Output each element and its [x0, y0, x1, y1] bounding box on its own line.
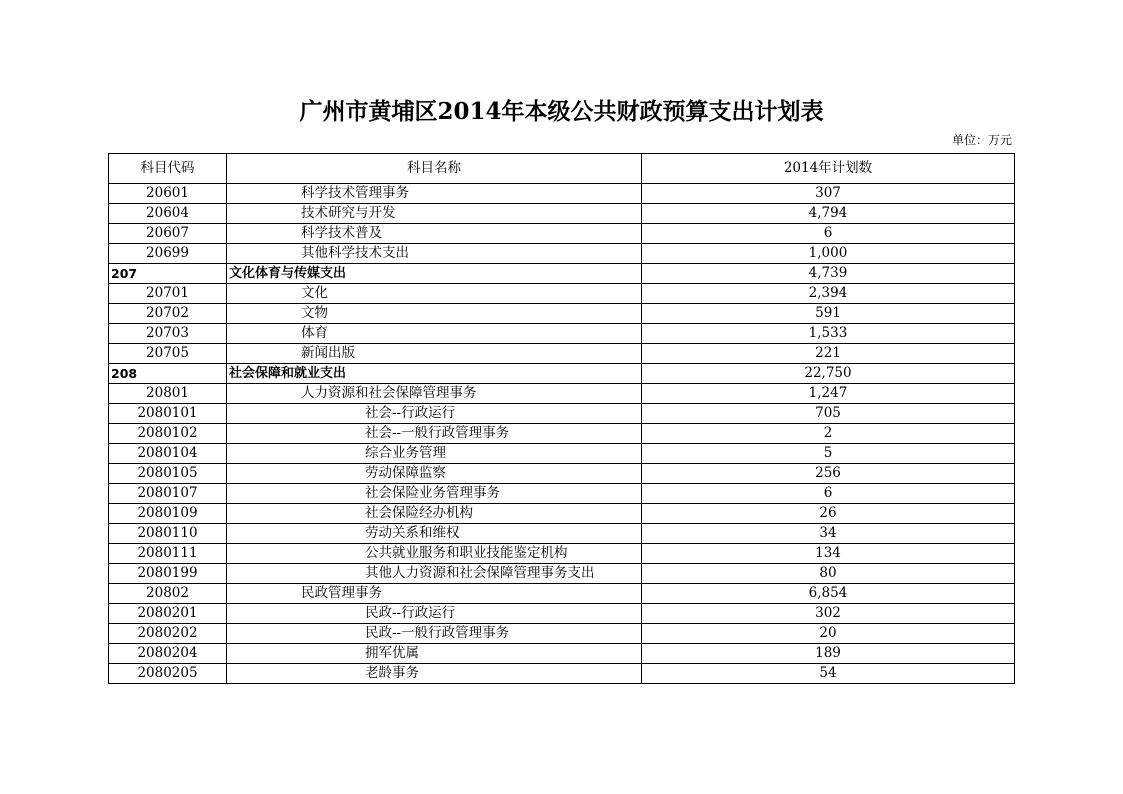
table-row — [109, 524, 1015, 544]
name-cell: 科学技术管理事务 — [227, 184, 642, 204]
name-cell: 社会保险业务管理事务 — [227, 484, 642, 504]
amount-cell: 1,000 — [642, 244, 1015, 264]
name-cell: 文化 — [227, 284, 642, 304]
code-cell: 2080101 — [109, 404, 227, 424]
name-cell: 民政--一般行政管理事务 — [227, 624, 642, 644]
amount-cell: 307 — [642, 184, 1015, 204]
amount-cell: 6 — [642, 484, 1015, 504]
amount-cell: 221 — [642, 344, 1015, 364]
name-cell: 劳动保障监察 — [227, 464, 642, 484]
amount-cell: 54 — [642, 664, 1015, 684]
table-row — [109, 424, 1015, 444]
code-cell: 2080204 — [109, 644, 227, 664]
amount-cell: 4,739 — [642, 264, 1015, 284]
code-cell: 2080205 — [109, 664, 227, 684]
amount-cell: 2,394 — [642, 284, 1015, 304]
code-cell: 2080105 — [109, 464, 227, 484]
amount-cell: 80 — [642, 564, 1015, 584]
amount-cell: 134 — [642, 544, 1015, 564]
code-cell: 20802 — [109, 584, 227, 604]
name-cell: 社会--一般行政管理事务 — [227, 424, 642, 444]
table-row — [109, 584, 1015, 604]
name-cell: 社会保险经办机构 — [227, 504, 642, 524]
table-row — [109, 484, 1015, 504]
code-cell: 20699 — [109, 244, 227, 264]
amount-cell: 22,750 — [642, 364, 1015, 384]
table-row — [109, 184, 1015, 204]
code-cell: 20604 — [109, 204, 227, 224]
code-cell: 2080110 — [109, 524, 227, 544]
code-cell: 2080109 — [109, 504, 227, 524]
table-row — [109, 284, 1015, 304]
name-cell: 老龄事务 — [227, 664, 642, 684]
table-row — [109, 344, 1015, 364]
amount-cell: 1,533 — [642, 324, 1015, 344]
budget-table — [108, 153, 1015, 684]
code-cell: 20607 — [109, 224, 227, 244]
table-row — [109, 604, 1015, 624]
amount-cell: 26 — [642, 504, 1015, 524]
table-row — [109, 544, 1015, 564]
name-cell: 其他科学技术支出 — [227, 244, 642, 264]
table-row — [109, 384, 1015, 404]
category-row — [109, 364, 1015, 384]
code-cell: 2080199 — [109, 564, 227, 584]
code-cell: 2080102 — [109, 424, 227, 444]
amount-cell: 591 — [642, 304, 1015, 324]
code-cell: 2080104 — [109, 444, 227, 464]
table-row — [109, 664, 1015, 684]
table-row — [109, 624, 1015, 644]
amount-cell: 705 — [642, 404, 1015, 424]
table-row — [109, 304, 1015, 324]
name-cell: 民政管理事务 — [227, 584, 642, 604]
name-cell: 公共就业服务和职业技能鉴定机构 — [227, 544, 642, 564]
table-row — [109, 504, 1015, 524]
table-row — [109, 204, 1015, 224]
amount-cell: 6 — [642, 224, 1015, 244]
name-cell: 社会保障和就业支出 — [227, 364, 642, 384]
amount-cell: 1,247 — [642, 384, 1015, 404]
amount-cell: 256 — [642, 464, 1015, 484]
code-cell: 208 — [109, 364, 227, 384]
name-cell: 社会--行政运行 — [227, 404, 642, 424]
name-cell: 其他人力资源和社会保障管理事务支出 — [227, 564, 642, 584]
code-cell: 20702 — [109, 304, 227, 324]
amount-cell: 5 — [642, 444, 1015, 464]
table-row — [109, 244, 1015, 264]
header-name: 科目名称 — [227, 154, 642, 184]
category-row — [109, 264, 1015, 284]
name-cell: 劳动关系和维权 — [227, 524, 642, 544]
name-cell: 民政--行政运行 — [227, 604, 642, 624]
amount-cell: 6,854 — [642, 584, 1015, 604]
code-cell: 2080111 — [109, 544, 227, 564]
name-cell: 文化体育与传媒支出 — [227, 264, 642, 284]
code-cell: 2080107 — [109, 484, 227, 504]
table-row — [109, 324, 1015, 344]
code-cell: 20601 — [109, 184, 227, 204]
name-cell: 科学技术普及 — [227, 224, 642, 244]
amount-cell: 189 — [642, 644, 1015, 664]
table-row — [109, 464, 1015, 484]
table-row — [109, 444, 1015, 464]
unit-label: 单位：万元 — [951, 133, 1012, 147]
name-cell: 综合业务管理 — [227, 444, 642, 464]
name-cell: 技术研究与开发 — [227, 204, 642, 224]
code-cell: 2080201 — [109, 604, 227, 624]
code-cell: 20703 — [109, 324, 227, 344]
table-row — [109, 564, 1015, 584]
code-cell: 20701 — [109, 284, 227, 304]
amount-cell: 4,794 — [642, 204, 1015, 224]
name-cell: 文物 — [227, 304, 642, 324]
page-title: 广州市黄埔区2014年本级公共财政预算支出计划表 — [299, 98, 824, 125]
name-cell: 人力资源和社会保障管理事务 — [227, 384, 642, 404]
code-cell: 20801 — [109, 384, 227, 404]
amount-cell: 2 — [642, 424, 1015, 444]
table-row — [109, 644, 1015, 664]
code-cell: 2080202 — [109, 624, 227, 644]
code-cell: 20705 — [109, 344, 227, 364]
code-cell: 207 — [109, 264, 227, 284]
table-row — [109, 224, 1015, 244]
amount-cell: 34 — [642, 524, 1015, 544]
header-amount: 2014年计划数 — [642, 154, 1015, 184]
table-row — [109, 404, 1015, 424]
amount-cell: 20 — [642, 624, 1015, 644]
table-header-row — [109, 154, 1015, 184]
amount-cell: 302 — [642, 604, 1015, 624]
name-cell: 新闻出版 — [227, 344, 642, 364]
name-cell: 体育 — [227, 324, 642, 344]
header-code: 科目代码 — [109, 154, 227, 184]
name-cell: 拥军优属 — [227, 644, 642, 664]
